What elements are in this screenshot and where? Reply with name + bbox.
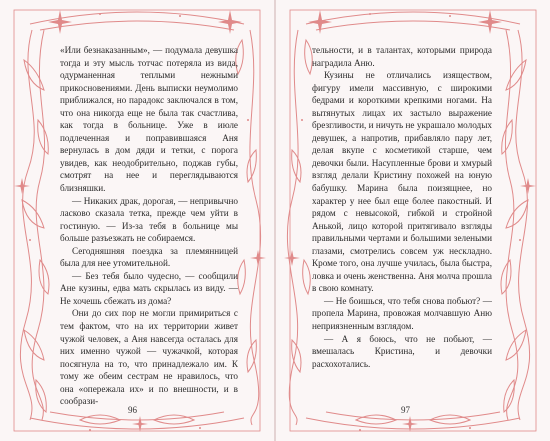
page-number: 96: [128, 405, 137, 415]
paragraph: — Не боишься, что тебя снова побьют? — пропела Марина, провожая молчавшую Аню неприязненным взглядом.: [312, 295, 492, 332]
left-page-text: [60, 44, 238, 408]
paragraph: тельности, и в талантах, которыми природа наградила Аню.: [312, 45, 492, 68]
left-page: [0, 0, 274, 441]
paragraph: Они до сих пор не могли примириться с тем фактом, что на их территории живет чужой человек, а Аня навсегда осталась для них именно чужой — чужачкой, которая посягнула на то, что принадлежало им. К тому же обеим сестрам не нравилось, что она «опережала их» и по внешности, и в сообрази-: [60, 308, 238, 407]
paragraph: — А я боюсь, что не побьют, — вмешалась Кристина, и девочки расхохотались.: [312, 333, 492, 369]
page-number: 97: [401, 405, 410, 415]
paragraph: Сегодняшняя поездка за племянницей была для нее утомительной.: [60, 245, 238, 269]
paragraph: Кузины не отличались изяществом, фигуру имели массивную, с широкими бедрами и короткими крепкими ногами. На вытянутых лицах их застыло выражение брезгливости, и ничуть не украшало молодых девушек, а напротив, прибавляло пару лет, делая вкупе с косметикой старше, чем девочки были. Насупленные брови и хмурый взгляд делали Кристину похожей на юную бабушку. Марина была поизящнее, но характер у нее был еще более пакостный. И рядом с невысокой, гибкой и стройной Анькой, лицо которой притягивало взгляды правильными чертами и большими зелеными глазами, смотрелись совсем уж нескладно. Кроме того, она лучше училась, была быстра, ловка и очень женственна. Аня молча прошла в свою комнату.: [312, 70, 492, 294]
right-page: [276, 0, 550, 441]
paragraph: — Никаких драк, дорогая, — непривычно ласково сказала тетка, прежде чем уйти в гостиную. — Из-за тебя в больнице мы больше разъезжать не собираемся.: [60, 195, 238, 244]
right-page-text: [312, 44, 492, 370]
paragraph: — Без тебя было чудесно, — сообщили Ане кузины, едва мать скрылась из виду. — Не хочешь сбежать из дома?: [60, 270, 238, 306]
paragraph: «Или безнаказанным», — подумала девушка тогда и эту мысль тотчас потеряла из вида, одурманенная теплыми нежными прикосновениями. День выписки неумолимо приближался, но парадокс заключался в том, что она никогда еще не была так счастлива, как тогда в больнице. Уже в июле подлеченная и поправившаяся Аня вернулась в дом дяди и тетки, с порога увидев, как неодобрительно, поджав губы, смотрят на нее и переглядываются близняшки.: [60, 45, 238, 194]
